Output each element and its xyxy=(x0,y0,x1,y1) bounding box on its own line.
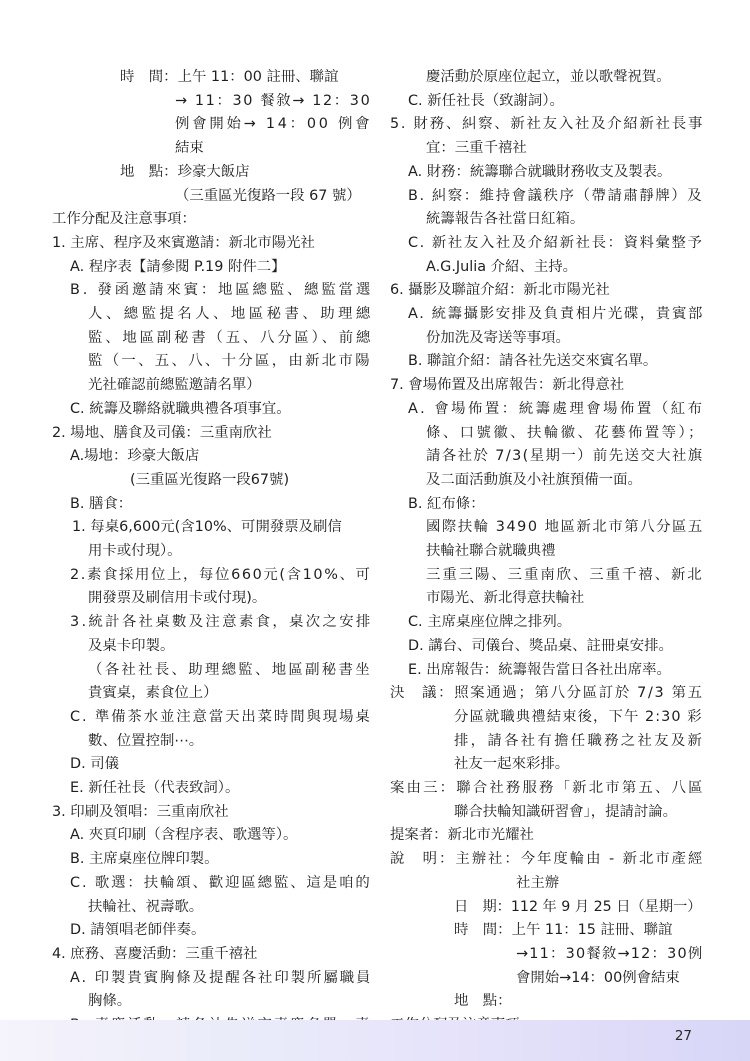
left-line: D. 請領唱老師伴奏。 xyxy=(70,922,206,939)
right-line: 請各社於 7/3(星期一）前先送交大社旗 xyxy=(426,448,704,465)
left-line: 開發票及刷信用卡或付現)。 xyxy=(88,590,267,607)
right-line: B. 紅布條： xyxy=(408,495,485,512)
footer-band xyxy=(0,1020,750,1061)
right-line: 聯合扶輪知識研習會」，提請討論。 xyxy=(454,803,678,820)
right-line: →11：30餐敘→12：30例 xyxy=(516,945,704,962)
left-line: 2. 場地、膳食及司儀：三重南欣社 xyxy=(52,424,272,441)
left-line: 扶輪社、祝壽歌。 xyxy=(88,898,204,915)
left-line: B. 膳食： xyxy=(70,495,133,512)
right-line: 案由三：聯合社務服務「新北市第五、八區 xyxy=(390,780,705,796)
right-line: A. 財務：統籌聯合就職財務收支及製表。 xyxy=(408,163,672,180)
right-line: 5. 財務、糾察、新社友入社及介紹新社長事 xyxy=(390,116,705,133)
right-line: 份加洗及寄送等事項。 xyxy=(426,329,570,346)
right-line: 日 期：112 年 9 月 25 日（星期一） xyxy=(454,898,702,915)
left-line: E. 新任社長（代表致詞）。 xyxy=(70,780,240,796)
left-line: 3.統計各社桌數及注意素食，桌次之安排 xyxy=(70,614,373,631)
left-line: C. 統籌及聯絡就職典禮各項事宜。 xyxy=(70,400,291,417)
left-line: 2.素食採用位上，每位660元(含10%、可 xyxy=(70,566,372,583)
left-line: 用卡或付現）。 xyxy=(88,543,182,559)
left-line: 結束 xyxy=(175,140,204,157)
right-line: A. 會場佈置：統籌處理會場佈置（紅布 xyxy=(408,400,705,417)
left-line: B. 主席桌座位牌印製。 xyxy=(70,851,219,868)
left-line: A. 程序表【請參閱 P.19 附件二】 xyxy=(70,258,286,275)
right-line: A.G.Julia 介紹、主持。 xyxy=(426,258,577,275)
right-line: 社主辦 xyxy=(516,874,560,891)
right-line: B. 糾察：維持會議秩序（帶請肅靜牌）及 xyxy=(408,187,704,204)
right-line: 市陽光、新北得意扶輪社 xyxy=(426,590,585,607)
right-line: 說 明：主辦社：今年度輪由 - 新北市產經 xyxy=(390,851,705,868)
right-line: A. 統籌攝影安排及負責相片光碟，貴賓部 xyxy=(408,306,704,322)
right-line: 分區就職典禮結束後，下午 2:30 彩 xyxy=(454,708,703,725)
right-line: B. 聯誼介紹：請各社先送交來賓名單。 xyxy=(408,353,658,370)
right-line: 及二面活動旗及小社旗預備一面。 xyxy=(426,471,642,488)
left-line: 例會開始→ 14：00 例會 xyxy=(175,116,373,133)
right-line: 時 間：上午 11：15 註冊、聯誼 xyxy=(454,922,673,939)
left-line: 及桌卡印製。 xyxy=(88,637,175,654)
right-line: 排，請各社有擔任職務之社友及新 xyxy=(454,732,705,749)
right-line: C. 新任社長（致謝詞）。 xyxy=(408,92,564,109)
left-line: 胸條。 xyxy=(88,993,132,1010)
left-line: 監（一、五、八、十分區，由新北市陽 xyxy=(88,353,372,370)
right-line: 決 議：照案通過；第八分區訂於 7/3 第五 xyxy=(390,685,704,702)
left-line: A.場地：珍豪大飯店 xyxy=(70,448,200,465)
left-line: （各社社長、助理總監、地區副秘書坐 xyxy=(88,661,372,678)
left-line: B. 發函邀請來賓：地區總監、總監當選 xyxy=(70,282,374,299)
left-line: 數、位置控制⋯。 xyxy=(88,732,204,749)
right-line: D. 講台、司儀台、獎品桌、註冊桌安排。 xyxy=(408,637,673,654)
left-line: 貴賓桌，素食位上） xyxy=(88,685,218,702)
left-line: (三重區光復路一段67號) xyxy=(130,471,290,488)
right-line: 地 點： xyxy=(454,993,512,1010)
left-line: A. 夾頁印刷（含程序表、歌選等）。 xyxy=(70,827,298,844)
right-line: 會開始→14：00例會結束 xyxy=(516,969,680,986)
right-line: 扶輪社聯合就職典禮 xyxy=(426,543,556,559)
right-line: C. 主席桌座位牌之排列。 xyxy=(408,614,572,631)
right-line: 提案者：新北市光耀社 xyxy=(390,827,534,844)
right-line: 7. 會場佈置及出席報告：新北得意社 xyxy=(390,377,625,394)
right-line: 統籌報告各社當日紅箱。 xyxy=(426,211,585,228)
left-line: 工作分配及注意事項： xyxy=(52,211,196,228)
right-line: 社友一起來彩排。 xyxy=(454,756,570,773)
right-line: 慶活動於原座位起立，並以歌聲祝賀。 xyxy=(426,69,671,85)
left-line: 1. 主席、程序及來賓邀請：新北市陽光社 xyxy=(52,234,315,251)
left-line: 4. 庶務、喜慶活動：三重千禧社 xyxy=(52,945,258,962)
right-line: 宜：三重千禧社 xyxy=(426,140,527,157)
right-line: 6. 攝影及聯誼介紹：新北市陽光社 xyxy=(390,282,610,299)
left-line: C. 歌選：扶輪頌、歡迎區總監、這是咱的 xyxy=(70,874,372,891)
left-line: （三重區光復路一段 67 號） xyxy=(175,187,361,204)
left-line: 地 點：珍豪大飯店 xyxy=(120,163,250,180)
page-number: 27 xyxy=(674,1028,692,1044)
right-line: 三重三陽、三重南欣、三重千禧、新北 xyxy=(426,566,704,583)
right-line: E. 出席報告：統籌報告當日各社出席率。 xyxy=(408,661,671,678)
left-line: 1. 每桌6,600元(含10%、可開發票及刷信 xyxy=(72,519,342,536)
left-line: → 11：30 餐敘→ 12：30 xyxy=(175,92,372,109)
right-line: 條、口號徽、扶輪徽、花藝佈置等）； xyxy=(426,424,705,441)
left-line: D. 司儀 xyxy=(70,756,120,773)
left-line: C. 準備茶水並注意當天出菜時間與現場桌 xyxy=(70,708,372,725)
left-line: 監、地區副秘書（五、八分區）、前總 xyxy=(88,329,374,346)
left-line: 3. 印刷及領唱：三重南欣社 xyxy=(52,803,229,820)
left-line: 時 間：上午 11：00 註冊、聯誼 xyxy=(120,69,339,85)
left-line: A. 印製貴賓胸條及提醒各社印製所屬職員 xyxy=(70,969,373,986)
left-line: 光社確認前總監邀請名單） xyxy=(88,377,261,394)
right-line: 國際扶輪 3490 地區新北市第八分區五 xyxy=(426,519,704,536)
left-line: 人、總監提名人、地區秘書、助理總 xyxy=(88,306,374,322)
right-line: C. 新社友入社及介紹新社長：資料彙整予 xyxy=(408,234,704,251)
